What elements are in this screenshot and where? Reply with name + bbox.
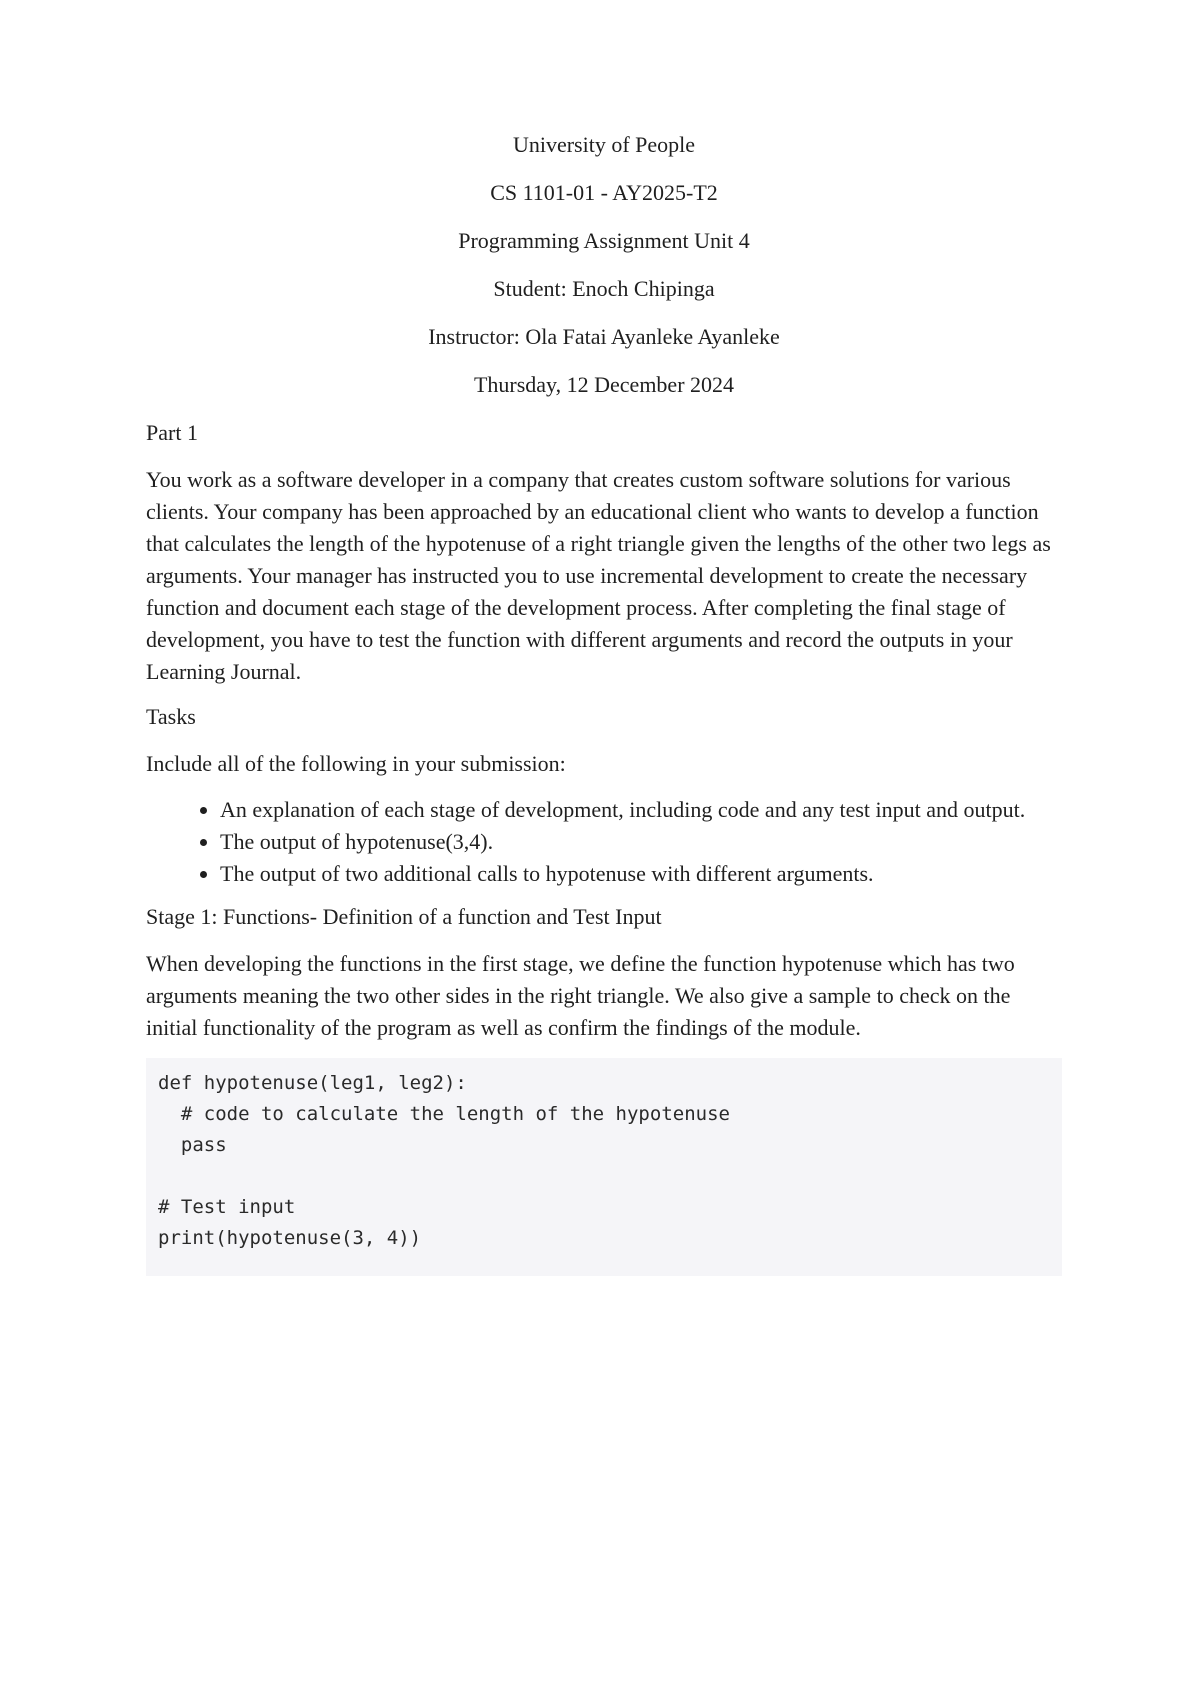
- university-name: University of People: [512, 132, 696, 157]
- task-item: • The output of two additional calls to hypotenuse with different arguments.: [220, 858, 1062, 890]
- tasks-heading: Tasks: [146, 704, 196, 729]
- code-line: def hypotenuse(leg1, leg2):: [158, 1072, 467, 1094]
- code-line: pass: [158, 1134, 227, 1156]
- code-line: # code to calculate the length of the hypotenuse: [158, 1103, 730, 1125]
- part1-intro: You work as a software developer in a company that creates custom software solutions for various clients. Your company has been approached by an educational client who wants to develop a function that calculates the length of the hypotenuse of a right triangle given the lengths of the other two legs as arguments. Your manager has instructed you to use incremental development to create the necessary function and document each stage of the development process. After completing the final stage of development, you have to test the function with different arguments and record the outputs in your Learning Journal.: [146, 467, 1051, 684]
- course-code: CS 1101-01 - AY2025-T2: [490, 180, 718, 205]
- code-line: [158, 1161, 1050, 1192]
- code-block: [146, 1058, 1062, 1276]
- instructor-name: Instructor: Ola Fatai Ayanleke Ayanleke: [428, 324, 780, 349]
- assignment-title: Programming Assignment Unit 4: [458, 228, 750, 253]
- task-item: • The output of hypotenuse(3,4).: [220, 826, 1062, 858]
- tasks-list: [146, 794, 1062, 890]
- task-item: • An explanation of each stage of development, including code and any test input and output.: [220, 794, 1062, 826]
- document-page: [146, 130, 1062, 1276]
- stage1-heading: Stage 1: Functions- Definition of a function and Test Input: [146, 904, 662, 929]
- code-line: # Test input: [158, 1196, 296, 1218]
- part1-heading: Part 1: [146, 420, 198, 445]
- tasks-lead: Include all of the following in your submission:: [146, 751, 566, 776]
- code-line: print(hypotenuse(3, 4)): [158, 1227, 422, 1249]
- student-name: Student: Enoch Chipinga: [493, 276, 715, 301]
- stage1-body: When developing the functions in the first stage, we define the function hypotenuse which has two arguments meaning the two other sides in the right triangle. We also give a sample to check on the initial functionality of the program as well as confirm the findings of the module.: [146, 951, 1015, 1040]
- submission-date: Thursday, 12 December 2024: [473, 372, 735, 397]
